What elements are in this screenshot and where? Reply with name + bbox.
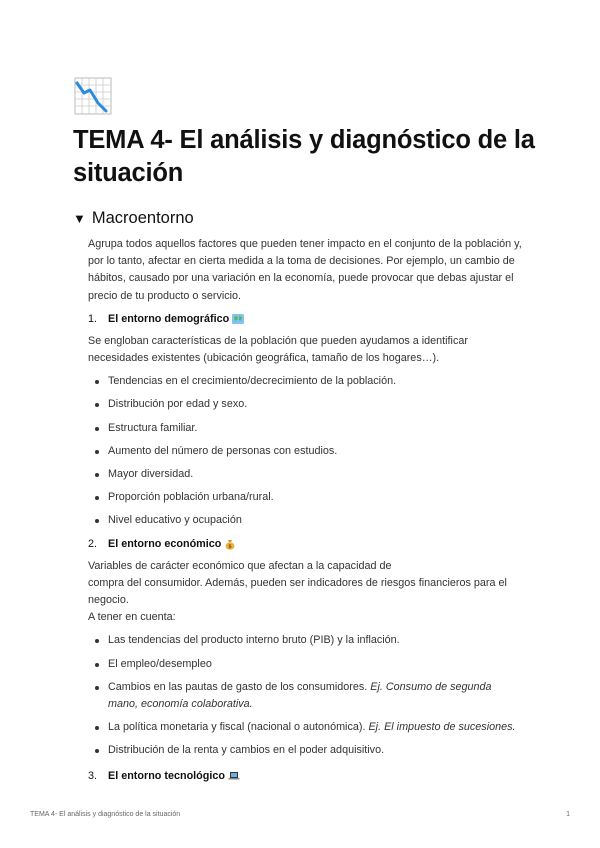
list-number: 1.: [88, 312, 98, 325]
macroentorno-toggle[interactable]: [73, 209, 194, 228]
page-number: 1: [566, 811, 570, 818]
svg-text:$: $: [228, 543, 233, 550]
page-title: TEMA 4- El análisis y diagnóstico de la situación: [73, 126, 535, 187]
chart-decreasing-icon: [74, 77, 112, 115]
list-heading: El entorno económico: [108, 537, 222, 550]
list-item: Cambios en las pautas de gasto de los consumidores. Ej. Consumo de segunda mano, economía colaborativa.: [88, 679, 498, 713]
list-item: Distribución por edad y sexo.: [88, 396, 538, 413]
economico-note: A tener en cuenta:: [88, 611, 176, 624]
list-heading: El entorno tecnológico: [108, 769, 225, 782]
page-footer: [30, 811, 570, 818]
economico-bullets: [88, 632, 538, 759]
list-item: Proporción población urbana/rural.: [88, 489, 538, 506]
toggle-label: Macroentorno: [91, 209, 194, 227]
list-item: Mayor diversidad.: [88, 466, 538, 483]
list-item: Aumento del número de personas con estudios.: [88, 443, 538, 460]
economico-description-line1: Variables de carácter económico que afectan a la capacidad de: [88, 559, 392, 572]
list-item: Tendencias en el crecimiento/decrecimiento de la población.: [88, 373, 538, 390]
world-map-icon: [232, 313, 244, 325]
list-item: Nivel educativo y ocupación: [88, 512, 538, 529]
list-item-economico: [88, 534, 538, 554]
list-number: 2.: [88, 537, 98, 550]
list-heading: El entorno demográfico: [108, 312, 230, 325]
intro-paragraph: Agrupa todos aquellos factores que pueden tener impacto en el conjunto de la población y, por lo tanto, afectar en cierta medida a la toma de decisiones. Por ejemplo, un cambio de hábitos, causado por una variación en la economía, puede provocar que debas ajustar el precio de tu producto o servicio.: [88, 238, 522, 302]
laptop-icon: [228, 770, 240, 782]
money-bag-icon: [224, 538, 236, 550]
list-item: La política monetaria y fiscal (nacional o autonómica). Ej. El impuesto de sucesiones.: [88, 719, 538, 736]
list-item-tecnologico: [88, 766, 538, 786]
demografico-bullets: [88, 373, 538, 529]
list-number: 3.: [88, 769, 98, 782]
list-item-demografico: [88, 309, 538, 329]
footer-title: TEMA 4- El análisis y diagnóstico de la situación: [30, 811, 181, 818]
economico-description-line2: compra del consumidor. Además, pueden ser indicadores de riesgos financieros para el negocio.: [88, 576, 507, 607]
demografico-description: Se engloban características de la población que pueden ayudamos a identificar necesidades existentes (ubicación geográfica, tamaño de los hogares…).: [88, 334, 468, 365]
triangle-down-icon[interactable]: ▼: [73, 211, 86, 226]
list-item: Las tendencias del producto interno bruto (PIB) y la inflación.: [88, 632, 538, 649]
list-item: Distribución de la renta y cambios en el poder adquisitivo.: [88, 742, 538, 759]
list-item: Estructura familiar.: [88, 420, 538, 437]
toggle-content: [88, 236, 538, 786]
list-item: El empleo/desempleo: [88, 656, 538, 673]
